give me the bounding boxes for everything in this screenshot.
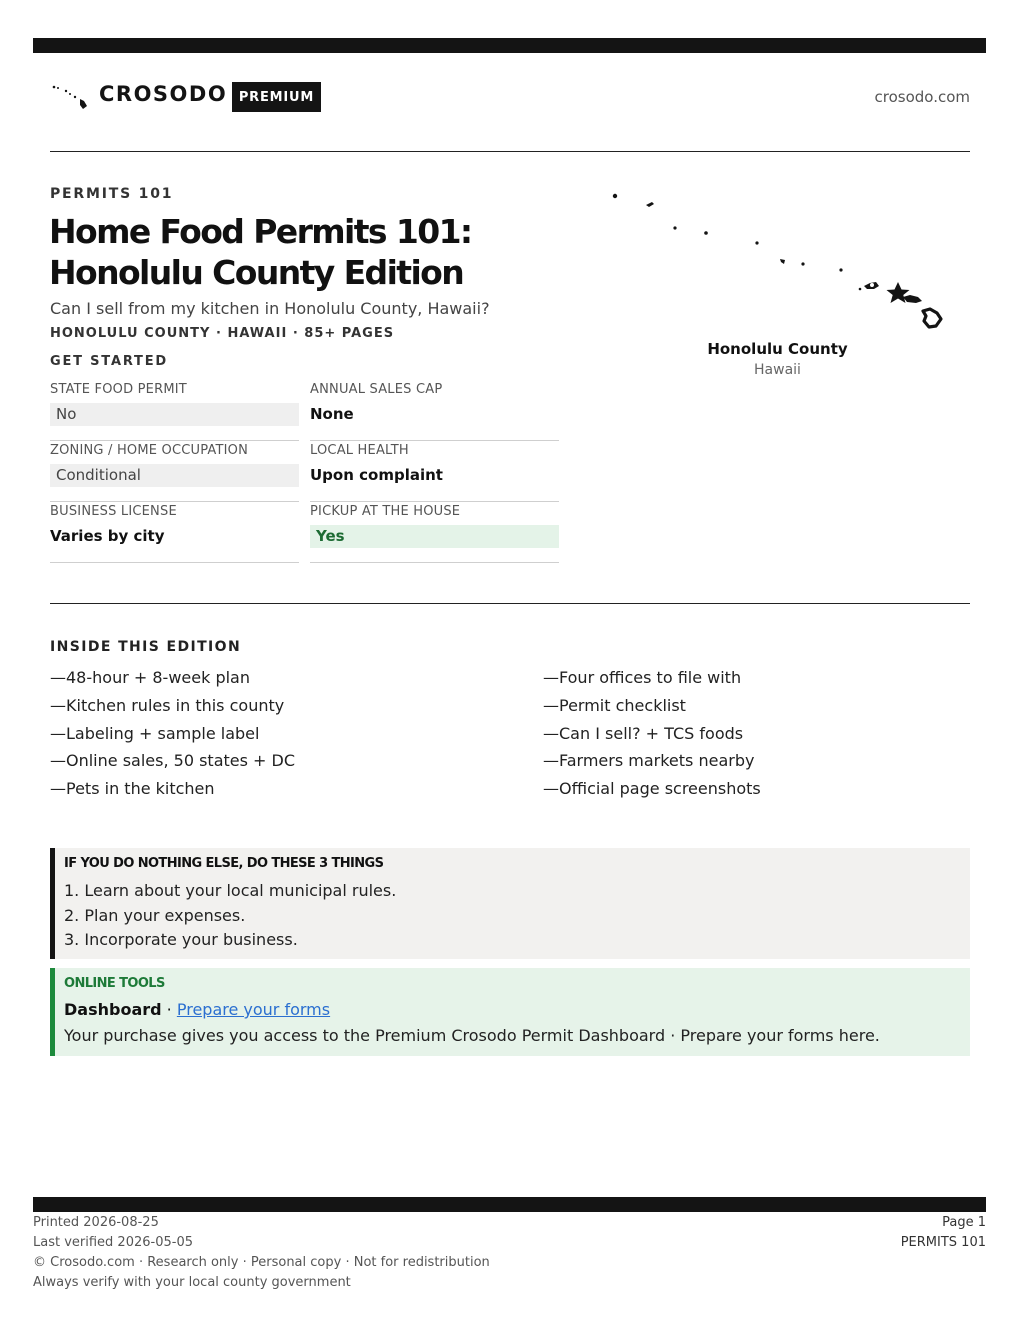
fact-value: Upon complaint [310, 466, 443, 484]
section-divider [50, 603, 970, 604]
top-bar [33, 38, 986, 53]
get-started-heading: GET STARTED [50, 354, 168, 369]
list-item: —Online sales, 50 states + DC [50, 751, 296, 771]
brand-header [50, 78, 970, 118]
fact-business-license [50, 502, 299, 563]
site-url[interactable]: crosodo.com [874, 88, 970, 106]
fact-local-health [310, 441, 559, 502]
fact-label: ANNUAL SALES CAP [310, 382, 443, 397]
inside-list-left [50, 664, 295, 803]
list-item: —Official page screenshots [543, 779, 761, 799]
step-item: 1. Learn about your local municipal rules. [64, 881, 397, 900]
inside-heading: INSIDE THIS EDITION [50, 639, 242, 655]
bottom-bar [33, 1197, 986, 1212]
brand-name: CROSODO [99, 82, 228, 106]
online-tools-callout [50, 968, 970, 1056]
premium-badge: PREMIUM [232, 82, 321, 112]
fact-pickup [310, 502, 559, 563]
list-item: —Labeling + sample label [50, 723, 260, 743]
fact-label: PICKUP AT THE HOUSE [310, 504, 461, 519]
list-item: —Kitchen rules in this county [50, 695, 285, 715]
tool-description: Your purchase gives you access to the Premium Crosodo Permit Dashboard · Prepare your forms here. [64, 1026, 880, 1045]
header-divider [50, 151, 970, 152]
separator: · [161, 1000, 177, 1019]
fact-value: Yes [310, 525, 559, 548]
fact-state-food-permit [50, 380, 299, 441]
list-item: —Can I sell? + TCS foods [543, 723, 744, 743]
callout-title: ONLINE TOOLS [64, 976, 165, 991]
hawaii-map-icon [600, 185, 950, 335]
fact-value: Conditional [50, 464, 299, 487]
eyebrow: PERMITS 101 [50, 186, 174, 202]
list-item: —Permit checklist [543, 695, 686, 715]
fact-value: No [50, 403, 299, 426]
footer-right [901, 1213, 986, 1253]
fact-label: ZONING / HOME OCCUPATION [50, 443, 249, 458]
prepare-forms-link[interactable]: Prepare your forms [176, 1000, 331, 1019]
title-line-1: Home Food Permits 101: [49, 212, 472, 251]
map-caption-subtitle: Hawaii [754, 362, 801, 378]
page-number: Page 1 [942, 1215, 986, 1230]
step-item: 3. Incorporate your business. [64, 930, 298, 949]
hawaii-islands-icon [50, 82, 90, 110]
list-item: —Pets in the kitchen [50, 779, 215, 799]
fact-value: None [310, 405, 354, 423]
step-item: 2. Plan your expenses. [64, 905, 246, 925]
must-do-callout [50, 848, 970, 959]
tool-line [64, 1000, 330, 1019]
title-line-2: Honolulu County Edition [49, 253, 464, 292]
fact-label: STATE FOOD PERMIT [50, 382, 187, 397]
fact-annual-sales-cap [310, 380, 559, 441]
dashboard-label: Dashboard [64, 1000, 162, 1019]
list-item: —Farmers markets nearby [543, 751, 755, 771]
disclaimer: Always verify with your local county government [33, 1275, 351, 1290]
list-item: —Four offices to file with [543, 668, 742, 687]
inside-list-right [543, 664, 761, 803]
printed-date: Printed 2026-08-25 [33, 1215, 159, 1230]
fact-grid [50, 380, 559, 563]
fact-label: LOCAL HEALTH [310, 443, 409, 458]
verified-date: Last verified 2026-05-05 [33, 1235, 193, 1250]
fact-label: BUSINESS LICENSE [50, 504, 177, 519]
fact-zoning [50, 441, 299, 502]
callout-title: IF YOU DO NOTHING ELSE, DO THESE 3 THINGS [64, 856, 384, 871]
map-caption-title: Honolulu County [707, 340, 848, 358]
copyright: © Crosodo.com · Research only · Personal copy · Not for redistribution [33, 1255, 490, 1270]
footer-left [33, 1213, 490, 1293]
edition-meta: HONOLULU COUNTY · HAWAII · 85+ PAGES [50, 326, 395, 341]
fact-value: Varies by city [50, 527, 165, 545]
footer-section: PERMITS 101 [900, 1235, 986, 1250]
subtitle: Can I sell from my kitchen in Honolulu County, Hawaii? [50, 299, 490, 318]
steps-list [64, 879, 396, 953]
page-title [49, 211, 609, 293]
list-item: —48-hour + 8-week plan [50, 668, 250, 687]
